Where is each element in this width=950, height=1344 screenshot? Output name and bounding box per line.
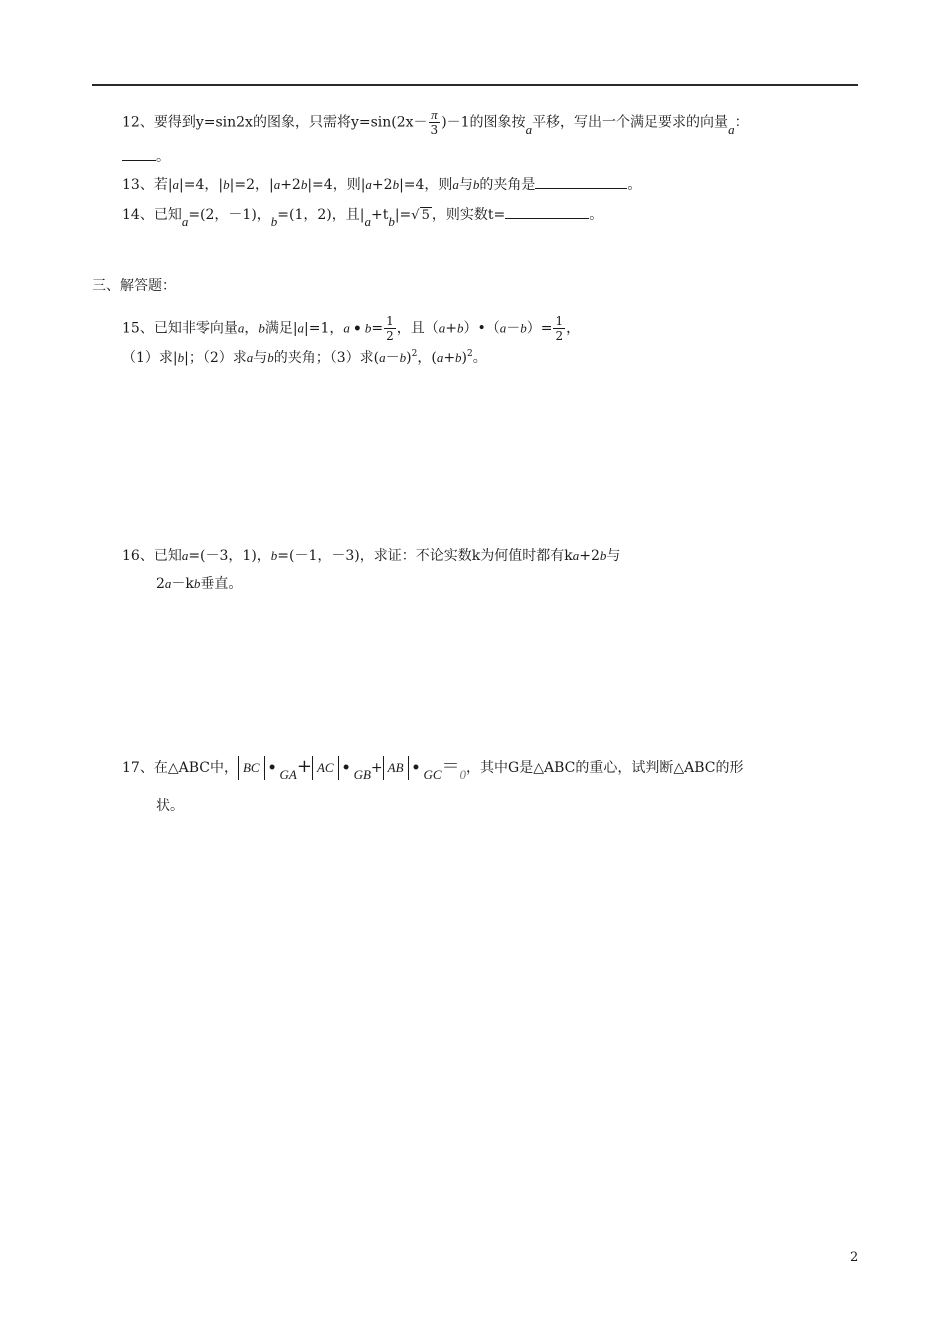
question-17-cont: 状。 — [156, 798, 184, 814]
one-half-fraction: $\frac{1}{2}$ — [555, 314, 564, 343]
question-14: 14、已知a=(2，－1)，b=(1，2)，且|a+tb|=√ 5 ，则实数t= 。 — [122, 204, 603, 226]
vector-a: a — [728, 121, 735, 137]
one-half-fraction: $\frac{1}{2}$ — [386, 314, 394, 343]
pi-over-3-fraction: $\frac{\pi}{3}$ — [430, 107, 439, 137]
abs-ab: AB — [383, 756, 409, 780]
abs-bc: BC — [238, 756, 265, 780]
q12-answer-blank[interactable] — [122, 146, 156, 161]
vector-a: a — [525, 121, 533, 137]
q14-answer-blank[interactable] — [505, 204, 589, 219]
question-15: 15、已知非零向量a，b满足|a|=1，a • b= $\frac{1}{2}$ ，且（a+b）•（a－b）= $\frac{1}{2}$ ， — [122, 314, 581, 343]
q13-answer-blank[interactable] — [535, 174, 627, 189]
question-16-cont: 2a－kb垂直。 — [156, 576, 243, 592]
question-12: 12、要得到y=sin2x的图象，只需将y=sin(2x－ $\frac{\pi}{3}$ )－1的图象按a平移，写出一个满足要求的向量a： — [122, 107, 749, 137]
header-rule — [92, 84, 858, 86]
page-number: 2 — [850, 1250, 859, 1265]
sqrt-5: √ 5 — [411, 208, 430, 223]
section-heading: 三、解答题： — [92, 278, 176, 294]
question-15-parts: （1）求|b|；（2）求a与b的夹角；（3）求$(a-b)^2$，$(a+b)^2$。 — [122, 349, 487, 366]
question-12-answer: 。 — [122, 146, 170, 167]
question-16: 16、已知a=(－3，1)，b=(－1，－3)，求证：不论实数k为何值时都有ka+2b与 — [122, 548, 621, 564]
q12-number: 12、 — [122, 114, 154, 131]
abs-ac: AC — [312, 756, 339, 780]
question-13: 13、若|a|=4，|b|=2，|a+2b|=4，则|a+2b|=4，则a与b的夹角是 。 — [122, 174, 641, 195]
question-17: 17、在△ABC中， BC • GA+ AC • GB+ AB • GC＝0，其中G是△ABC的重心，试判断△ABC的形 — [122, 756, 744, 782]
